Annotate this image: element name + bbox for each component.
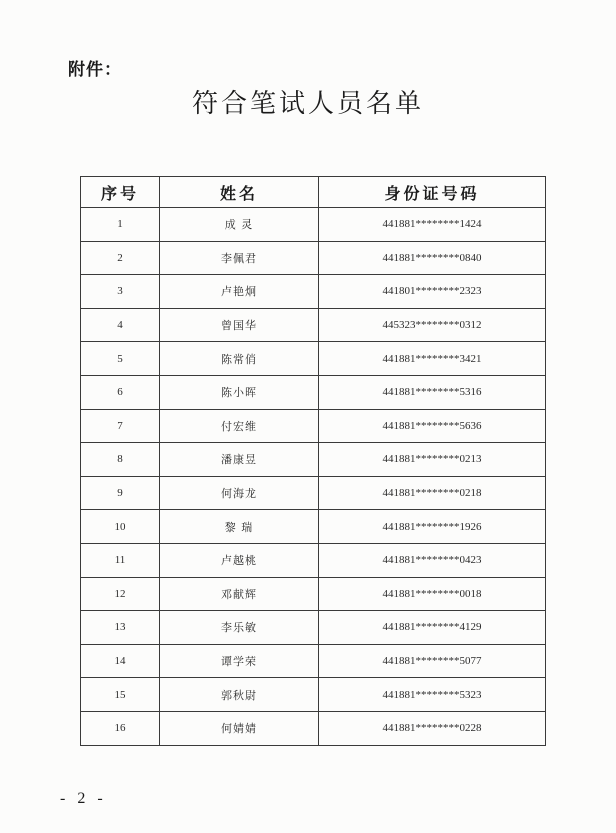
row-name: 何婧婧 — [160, 711, 319, 745]
row-number: 5 — [81, 342, 160, 376]
candidate-table — [80, 176, 546, 746]
row-name: 李乐敏 — [160, 611, 319, 645]
row-id-number: 441881********3421 — [319, 342, 546, 376]
row-number: 7 — [81, 409, 160, 443]
table-row — [81, 241, 546, 275]
page-number: - 2 - — [60, 790, 107, 807]
table-row — [81, 577, 546, 611]
row-name: 何海龙 — [160, 476, 319, 510]
row-id-number: 441801********2323 — [319, 275, 546, 309]
row-id-number: 441881********0018 — [319, 577, 546, 611]
row-id-number: 441881********1926 — [319, 510, 546, 544]
row-number: 12 — [81, 577, 160, 611]
row-id-number: 441881********0840 — [319, 241, 546, 275]
row-name: 李佩君 — [160, 241, 319, 275]
table-row — [81, 644, 546, 678]
row-number: 6 — [81, 375, 160, 409]
row-id-number: 441881********5077 — [319, 644, 546, 678]
row-number: 10 — [81, 510, 160, 544]
row-id-number: 441881********5636 — [319, 409, 546, 443]
row-number: 3 — [81, 275, 160, 309]
row-id-number: 441881********0423 — [319, 543, 546, 577]
row-number: 14 — [81, 644, 160, 678]
table-row — [81, 275, 546, 309]
row-name: 成 灵 — [160, 208, 319, 242]
row-name: 潘康昱 — [160, 443, 319, 477]
row-name: 陈小晖 — [160, 375, 319, 409]
header-name: 姓名 — [160, 177, 319, 208]
table-row — [81, 678, 546, 712]
table-row — [81, 208, 546, 242]
row-id-number: 441881********5323 — [319, 678, 546, 712]
row-number: 15 — [81, 678, 160, 712]
row-number: 16 — [81, 711, 160, 745]
row-id-number: 441881********0228 — [319, 711, 546, 745]
row-name: 曾国华 — [160, 308, 319, 342]
row-name: 卢越桃 — [160, 543, 319, 577]
row-number: 11 — [81, 543, 160, 577]
row-id-number: 441881********0218 — [319, 476, 546, 510]
header-no: 序号 — [81, 177, 160, 208]
row-name: 邓献辉 — [160, 577, 319, 611]
table-row — [81, 543, 546, 577]
header-id: 身份证号码 — [319, 177, 546, 208]
row-number: 1 — [81, 208, 160, 242]
row-id-number: 445323********0312 — [319, 308, 546, 342]
row-name: 郭秋尉 — [160, 678, 319, 712]
row-number: 9 — [81, 476, 160, 510]
row-id-number: 441881********5316 — [319, 375, 546, 409]
row-number: 13 — [81, 611, 160, 645]
table-row — [81, 611, 546, 645]
table-row — [81, 342, 546, 376]
table-row — [81, 409, 546, 443]
row-name: 付宏维 — [160, 409, 319, 443]
table-row — [81, 510, 546, 544]
table-row — [81, 711, 546, 745]
row-number: 2 — [81, 241, 160, 275]
table-row — [81, 443, 546, 477]
attachment-label: 附件： — [68, 60, 122, 80]
row-number: 4 — [81, 308, 160, 342]
row-name: 陈常俏 — [160, 342, 319, 376]
row-name: 卢艳炯 — [160, 275, 319, 309]
table-row — [81, 375, 546, 409]
table-body — [81, 208, 546, 746]
document-title: 符合笔试人员名单 — [191, 89, 424, 119]
row-name: 黎 瑞 — [160, 510, 319, 544]
row-id-number: 441881********0213 — [319, 443, 546, 477]
row-id-number: 441881********1424 — [319, 208, 546, 242]
table-row — [81, 308, 546, 342]
row-name: 谭学荣 — [160, 644, 319, 678]
row-number: 8 — [81, 443, 160, 477]
table-header-row — [81, 177, 546, 208]
table-row — [81, 476, 546, 510]
row-id-number: 441881********4129 — [319, 611, 546, 645]
